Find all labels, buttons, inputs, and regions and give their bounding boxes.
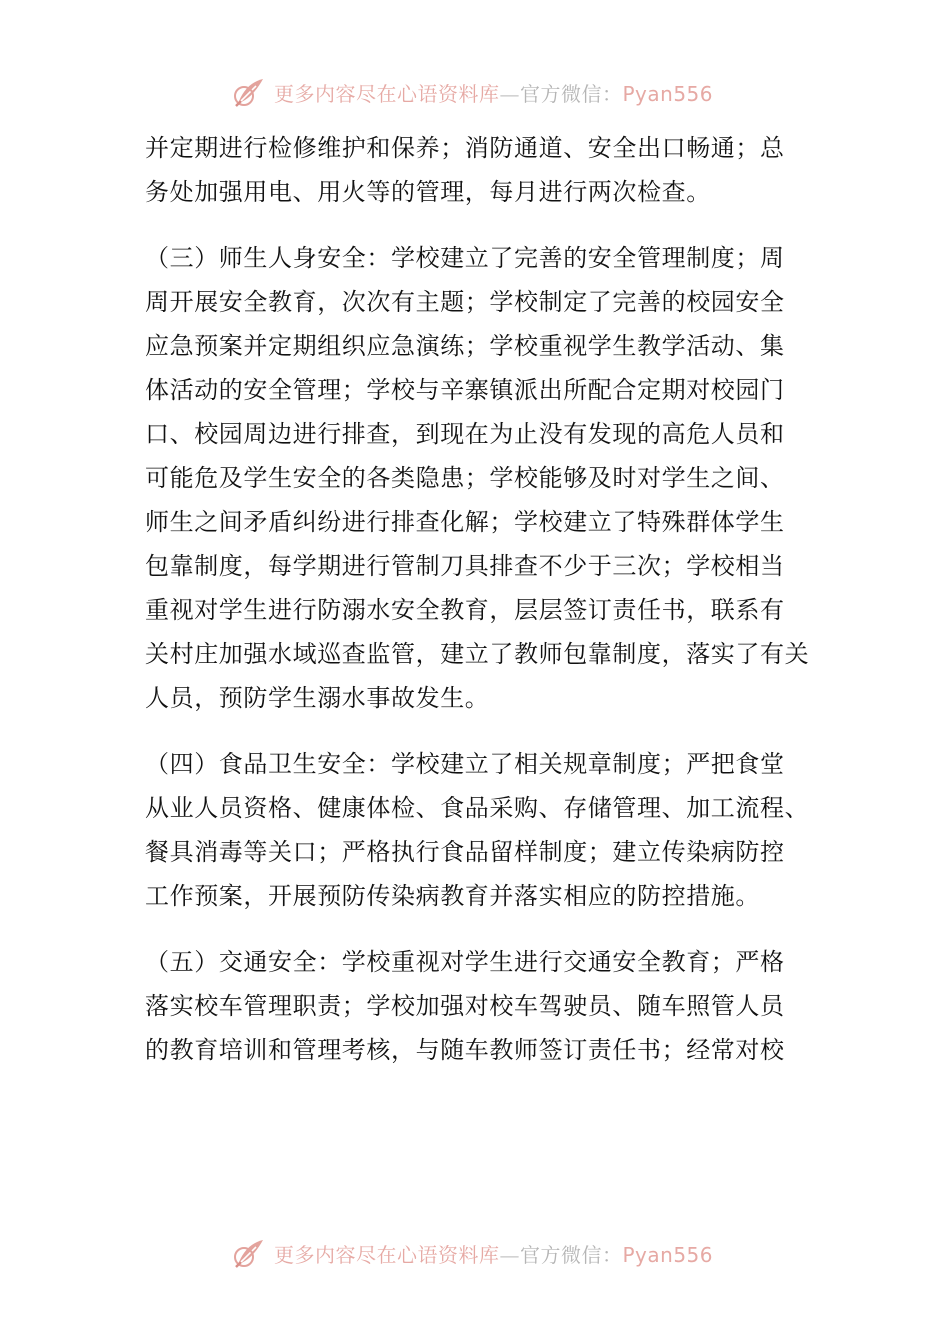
text-line: 体活动的安全管理；学校与辛寨镇派出所配合定期对校园门 [145, 376, 785, 404]
text-line: 并定期进行检修维护和保养；消防通道、安全出口畅通；总 [145, 134, 785, 162]
header-watermark [232, 72, 713, 112]
watermark-dash: — [499, 81, 520, 106]
text-line: 务处加强用电、用火等的管理，每月进行两次检查。 [145, 178, 711, 206]
text-line: 重视对学生进行防溺水安全教育，层层签订责任书，联系有 [145, 596, 785, 624]
text-line: 包靠制度，每学期进行管制刀具排查不少于三次；学校相当 [145, 552, 785, 580]
footer-watermark [232, 1233, 713, 1273]
watermark-brand: 更多内容尽在心语资料库 [274, 81, 500, 106]
text-line: （四）食品卫生安全：学校建立了相关规章制度；严把食堂 [145, 750, 785, 778]
text-line: 人员，预防学生溺水事故发生。 [145, 684, 490, 712]
watermark-wechat-label: 官方微信： [520, 81, 623, 106]
text-line: 口、校园周边进行排查，到现在为止没有发现的高危人员和 [145, 420, 785, 448]
text-line: 应急预案并定期组织应急演练；学校重视学生教学活动、集 [145, 332, 785, 360]
feather-logo-icon [232, 74, 268, 110]
text-line: 周开展安全教育，次次有主题；学校制定了完善的校园安全 [145, 288, 785, 316]
text-line: 工作预案，开展预防传染病教育并落实相应的防控措施。 [145, 882, 760, 910]
text-line: 餐具消毒等关口；严格执行食品留样制度；建立传染病防控 [145, 838, 785, 866]
text-line: 落实校车管理职责；学校加强对校车驾驶员、随车照管人员 [145, 992, 785, 1020]
text-line: （三）师生人身安全：学校建立了完善的安全管理制度；周 [145, 244, 785, 272]
document-body [145, 126, 825, 1072]
paragraph-food-safety [145, 742, 825, 918]
watermark-wechat-id: Pyan556 [622, 81, 714, 106]
watermark-wechat-id: Pyan556 [622, 1242, 714, 1267]
paragraph-personal-safety [145, 236, 825, 720]
watermark-dash: — [499, 1242, 520, 1267]
paragraph-traffic-safety [145, 940, 825, 1072]
text-line: 可能危及学生安全的各类隐患；学校能够及时对学生之间、 [145, 464, 785, 492]
feather-logo-icon [232, 1235, 268, 1271]
paragraph-fire-safety-continued [145, 126, 825, 214]
text-line: 关村庄加强水域巡查监管，建立了教师包靠制度，落实了有关 [145, 640, 810, 668]
text-line: 的教育培训和管理考核，与随车教师签订责任书；经常对校 [145, 1036, 785, 1064]
watermark-brand: 更多内容尽在心语资料库 [274, 1242, 500, 1267]
watermark-wechat-label: 官方微信： [520, 1242, 623, 1267]
text-line: 师生之间矛盾纠纷进行排查化解；学校建立了特殊群体学生 [145, 508, 785, 536]
text-line: （五）交通安全：学校重视对学生进行交通安全教育；严格 [145, 948, 785, 976]
text-line: 从业人员资格、健康体检、食品采购、存储管理、加工流程、 [145, 794, 810, 822]
